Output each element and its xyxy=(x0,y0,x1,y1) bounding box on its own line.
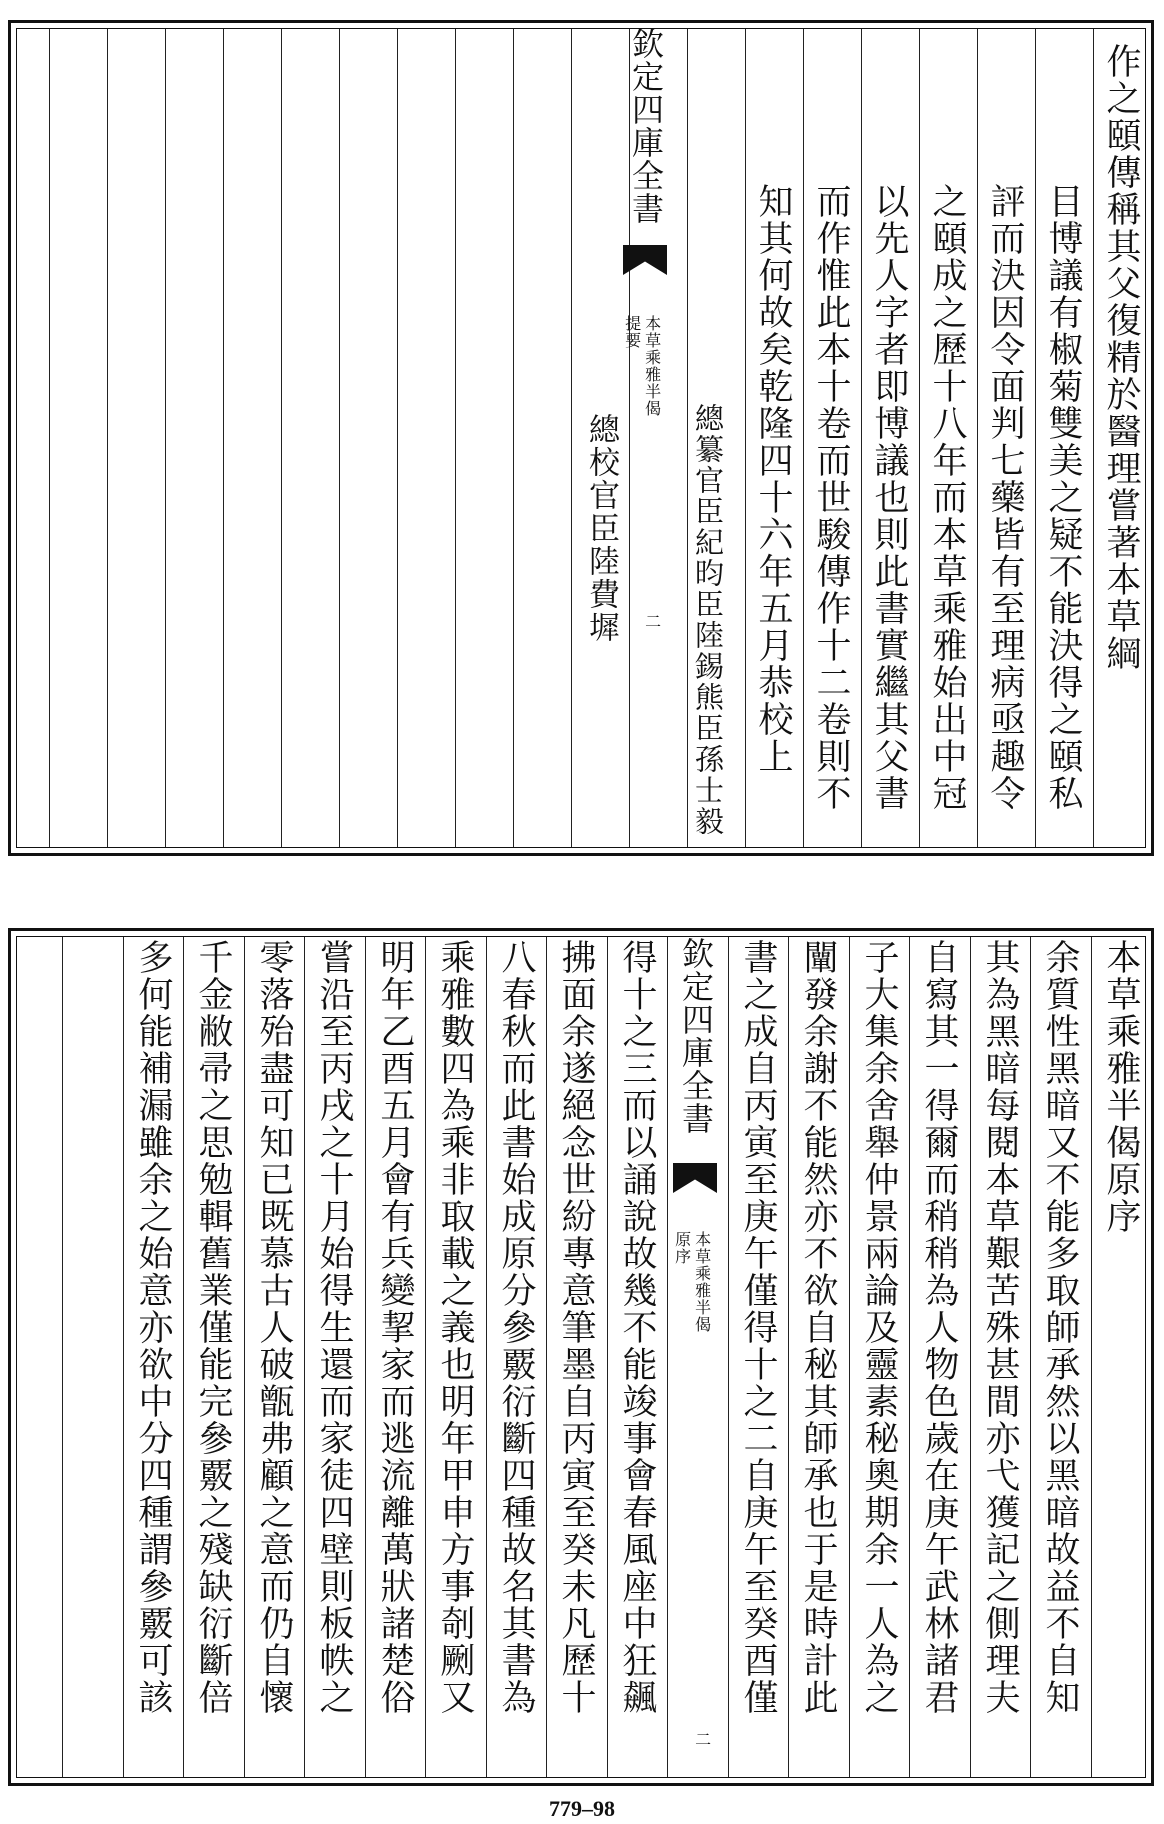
column-divider xyxy=(244,937,245,1777)
text-column: 之頤成之歷十八年而本草乘雅始出中冠 xyxy=(927,183,967,812)
banner-subtitle: 本草乘雅半偈 xyxy=(692,1231,712,1333)
column-divider xyxy=(49,29,50,847)
column-divider xyxy=(513,29,514,847)
text-column: 明年乙酉五月會有兵變挈家而逃流離萬狀諸楚俗 xyxy=(375,939,415,1716)
banner-title: 欽定四庫全書 xyxy=(627,27,665,225)
fish-tail-ornament xyxy=(623,245,667,275)
text-column: 作之頤傳稱其父復精於醫理嘗著本草綱 xyxy=(1101,43,1141,672)
column-divider xyxy=(803,29,804,847)
banner-page-number: 二 xyxy=(642,613,662,630)
column-divider xyxy=(281,29,282,847)
column-divider xyxy=(667,937,668,1777)
column-divider xyxy=(165,29,166,847)
column-divider xyxy=(977,29,978,847)
banner-section: 原序 xyxy=(672,1231,692,1265)
banner-section: 提要 xyxy=(622,315,642,349)
column-divider xyxy=(728,937,729,1777)
column-divider xyxy=(970,937,971,1777)
column-divider xyxy=(455,29,456,847)
text-column: 闡發余謝不能然亦不欲自秘其師承也于是時計此 xyxy=(798,939,838,1716)
text-column: 以先人字者即博議也則此書實繼其父書 xyxy=(869,183,909,812)
column-divider xyxy=(788,937,789,1777)
column-divider xyxy=(107,29,108,847)
column-divider xyxy=(365,937,366,1777)
text-column: 余質性黑暗又不能多取師承然以黑暗故益不自知 xyxy=(1040,939,1080,1716)
column-divider xyxy=(861,29,862,847)
page-number-footer: 779–98 xyxy=(549,1796,615,1821)
column-divider xyxy=(183,937,184,1777)
column-divider xyxy=(849,937,850,1777)
text-column: 知其何故矣乾隆四十六年五月恭校上 xyxy=(753,183,793,775)
text-column: 八春秋而此書始成原分參覈衍斷四種故名其書為 xyxy=(496,939,536,1716)
text-column: 自寫其一得爾而稍稍為人物色歲在庚午武林諸君 xyxy=(919,939,959,1716)
bottom-page xyxy=(8,928,1154,1786)
text-column: 嘗沿至丙戌之十月始得生還而家徒四壁則板帙之 xyxy=(314,939,354,1716)
column-divider xyxy=(1093,29,1094,847)
text-column: 而作惟此本十卷而世駿傳作十二卷則不 xyxy=(811,183,851,812)
column-divider xyxy=(223,29,224,847)
column-divider xyxy=(304,937,305,1777)
compiler-credits: 總纂官臣紀昀臣陸錫熊臣孫士毅 xyxy=(691,403,725,837)
column-divider xyxy=(123,937,124,1777)
column-divider xyxy=(62,937,63,1777)
text-column: 目博議有椒菊雙美之疑不能決得之頤私 xyxy=(1043,183,1083,812)
column-divider xyxy=(546,937,547,1777)
preface-title: 本草乘雅半偈原序 xyxy=(1101,939,1141,1235)
top-page xyxy=(8,20,1154,856)
text-column: 多何能補漏雖余之始意亦欲中分四種謂參覈可該 xyxy=(133,939,173,1716)
text-column: 評而決因令面判七藥皆有至理病亟趣令 xyxy=(985,183,1025,812)
banner-subtitle: 本草乘雅半偈 xyxy=(642,315,662,417)
text-column: 千金敝帚之思勉輯舊業僅能完參覈之殘缺衍斷倍 xyxy=(193,939,233,1716)
text-column: 其為黑暗每閱本草艱苦殊甚間亦弋獲記之側理夫 xyxy=(980,939,1020,1716)
column-divider xyxy=(919,29,920,847)
column-divider xyxy=(339,29,340,847)
banner-title: 欽定四庫全書 xyxy=(677,937,715,1135)
text-column: 拂面余遂絕念世紛專意筆墨自丙寅至癸未凡歷十 xyxy=(556,939,596,1716)
proofreader-credit: 總校官臣陸費墀 xyxy=(583,413,619,644)
text-column: 書之成自丙寅至庚午僅得十之二自庚午至癸酉僅 xyxy=(738,939,778,1716)
column-divider xyxy=(607,937,608,1777)
text-column: 零落殆盡可知已既慕古人破甑弗顧之意而仍自懷 xyxy=(254,939,294,1716)
column-divider xyxy=(397,29,398,847)
text-column: 子大集余舍舉仲景兩論及靈素秘奧期余一人為之 xyxy=(859,939,899,1716)
column-divider xyxy=(486,937,487,1777)
banner-page-number: 二 xyxy=(692,1731,712,1748)
column-divider xyxy=(425,937,426,1777)
column-divider xyxy=(1035,29,1036,847)
fish-tail-ornament xyxy=(673,1163,717,1193)
column-divider xyxy=(909,937,910,1777)
column-divider xyxy=(687,29,688,847)
text-column: 乘雅數四為乘非取載之義也明年甲申方事剞劂又 xyxy=(435,939,475,1716)
text-column: 得十之三而以誦說故幾不能竣事會春風座中狂飆 xyxy=(617,939,657,1716)
column-divider xyxy=(571,29,572,847)
column-divider xyxy=(745,29,746,847)
column-divider xyxy=(1091,937,1092,1777)
column-divider xyxy=(1030,937,1031,1777)
